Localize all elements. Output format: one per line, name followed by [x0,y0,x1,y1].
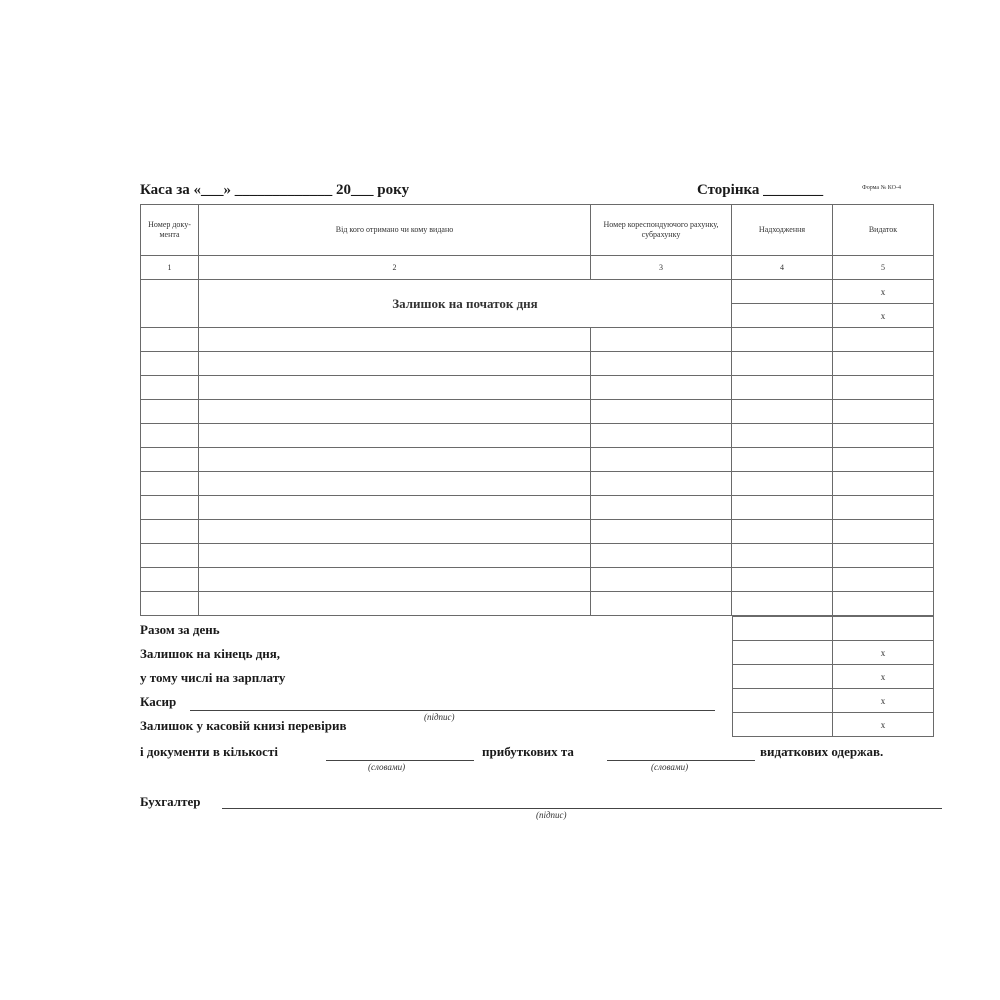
table-cell [732,544,833,568]
table-cell [732,424,833,448]
summary-table [732,616,934,737]
table-cell [199,496,591,520]
table-row [141,328,934,352]
table-cell [732,448,833,472]
col-doc-number-header: Номер доку-мента [141,205,199,256]
checked-row [733,713,934,737]
outgoing-count-line [607,760,755,761]
table-cell [833,617,934,641]
cashier-signature-line [190,710,715,711]
table-cell [199,520,591,544]
table-cell [141,592,199,616]
table-cell [141,376,199,400]
table-cell [141,568,199,592]
table-cell [141,544,199,568]
table-cell [732,568,833,592]
column-number: 1 [141,256,199,280]
accountant-label: Бухгалтер [140,794,201,809]
table-row [141,520,934,544]
table-row [141,496,934,520]
salary-row [733,665,934,689]
table-cell [591,544,732,568]
table-cell [732,400,833,424]
table-cell [833,568,934,592]
incoming-label: прибуткових та [482,744,574,759]
table-cell [591,496,732,520]
closing-balance-row [733,641,934,665]
table-cell [199,424,591,448]
cash-day-title: Каса за «___» _____________ 20___ року [140,182,410,198]
header-row [141,205,934,256]
table-cell [141,400,199,424]
table-cell [591,328,732,352]
table-cell [199,448,591,472]
table-cell [591,352,732,376]
closing-balance-label: Залишок на кінець дня, [140,646,281,661]
outgoing-label: видаткових одержав. [760,744,884,759]
outgoing-words-hint: (словами) [651,762,689,772]
table-row [141,448,934,472]
table-cell [732,472,833,496]
table-cell [833,352,934,376]
page-label: Сторінка ________ [697,182,824,198]
column-number: 4 [732,256,833,280]
table-cell [199,328,591,352]
table-cell [199,544,591,568]
table-cell [733,713,833,737]
table-cell [141,448,199,472]
table-cell [833,376,934,400]
table-cell [591,448,732,472]
checked-label: Залишок у касовій книзі перевірив [140,718,347,733]
table-cell [199,568,591,592]
cashier-row [733,689,934,713]
col-expense-header: Видаток [833,205,934,256]
table-cell [733,689,833,713]
table-cell [833,328,934,352]
x-mark: х [833,713,934,737]
cash-book-table [140,204,934,616]
table-cell [833,400,934,424]
table-cell [732,496,833,520]
incoming-count-line [326,760,474,761]
table-row [141,376,934,400]
table-cell [732,352,833,376]
column-number: 3 [591,256,732,280]
table-cell [141,496,199,520]
column-number-row [141,256,934,280]
table-cell [732,592,833,616]
table-row [141,568,934,592]
cashier-label: Касир [140,694,177,709]
table-cell [141,352,199,376]
table-cell [591,520,732,544]
table-cell [199,352,591,376]
table-cell [833,472,934,496]
x-mark: х [833,304,934,328]
column-number: 5 [833,256,934,280]
table-cell [733,617,833,641]
x-mark: х [833,280,934,304]
table-row [141,544,934,568]
table-cell [199,400,591,424]
table-row [141,352,934,376]
column-number: 2 [199,256,591,280]
table-cell [833,592,934,616]
table-cell [141,424,199,448]
docs-count-label: і документи в кількості [140,744,278,759]
table-cell [199,592,591,616]
table-cell [591,592,732,616]
table-cell [733,665,833,689]
table-cell [199,376,591,400]
x-mark: х [833,665,934,689]
table-cell [591,400,732,424]
table-row [141,472,934,496]
table-cell [199,472,591,496]
table-cell [833,520,934,544]
table-cell [141,280,199,328]
table-row [141,424,934,448]
table-row [141,400,934,424]
including-salary-label: у тому числі на зарплату [140,670,286,685]
table-cell [141,472,199,496]
table-cell [141,520,199,544]
table-cell [833,544,934,568]
incoming-words-hint: (словами) [368,762,406,772]
total-day-row [733,617,934,641]
table-cell [833,448,934,472]
accountant-signature-hint: (підпис) [536,810,567,820]
table-cell [591,376,732,400]
table-cell [732,376,833,400]
opening-balance-label: Залишок на початок дня [199,280,732,328]
col-income-header: Надходження [732,205,833,256]
x-mark: х [833,689,934,713]
table-row [141,592,934,616]
form-number: Форма № КО-4 [862,185,901,191]
table-cell [733,641,833,665]
col-from-whom-header: Від кого отримано чи кому видано [199,205,591,256]
accountant-signature-line [222,808,942,809]
table-cell [833,424,934,448]
col-account-header: Номер кореспондуючого рахунку, субрахунку [591,205,732,256]
table-cell [833,496,934,520]
table-cell [732,304,833,328]
table-cell [591,424,732,448]
total-day-label: Разом за день [140,622,220,637]
opening-balance-row [141,280,934,304]
cashier-signature-hint: (підпис) [424,712,455,722]
table-cell [732,280,833,304]
x-mark: х [833,641,934,665]
table-cell [732,520,833,544]
table-cell [591,568,732,592]
table-cell [732,328,833,352]
table-cell [591,472,732,496]
table-cell [141,328,199,352]
